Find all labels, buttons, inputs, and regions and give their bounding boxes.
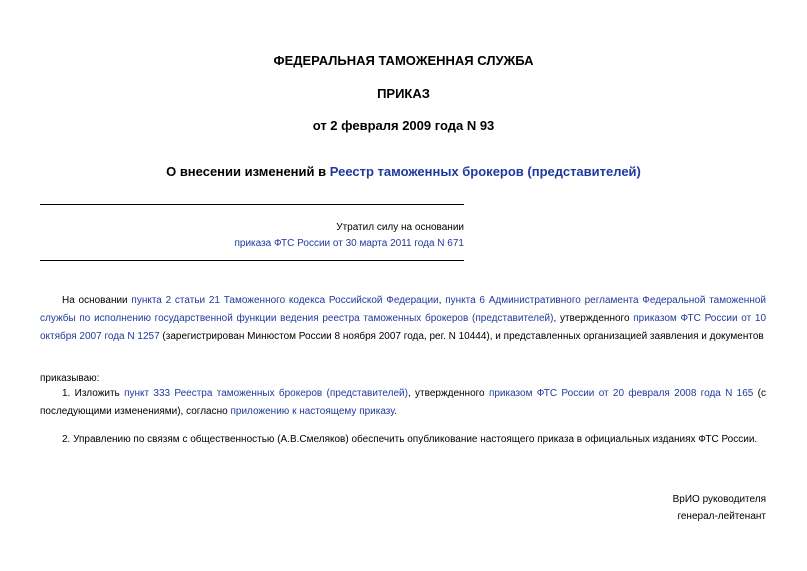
item1-text-1: 1. Изложить — [62, 388, 125, 399]
signature-rank: генерал-лейтенант — [677, 511, 766, 522]
preamble-text-4: (зарегистрирован Минюстом России 8 ноября 2007 года, рег. N 10444), и представленных организацией заявления и документов — [159, 331, 764, 342]
document-title — [0, 164, 807, 179]
item1-text-4: . — [394, 406, 398, 417]
divider-bottom — [40, 260, 464, 261]
item1-link-order-165[interactable]: приказом ФТС России от 20 февраля 2008 года N 165 — [488, 388, 754, 399]
document-date-number: от 2 февраля 2009 года N 93 — [312, 118, 495, 133]
status-note-link[interactable]: приказа ФТС России от 30 марта 2011 года N 671 — [234, 238, 464, 249]
item-2-paragraph: 2. Управлению по связям с общественностью (А.В.Смеляков) обеспечить опубликование настоящего приказа в официальных изданиях ФТС России. — [62, 434, 758, 445]
item1-text-2: , утвержденного — [407, 388, 489, 399]
preamble-link-customs-code[interactable]: пункта 2 статьи 21 Таможенного кодекса Российской Федерации — [131, 295, 439, 306]
preamble-text-2: , — [438, 295, 446, 306]
item1-link-point-333[interactable]: пункт 333 Реестра таможенных брокеров (представителей) — [124, 388, 408, 399]
document-type: ПРИКАЗ — [377, 86, 430, 101]
preamble-text-3: , утвержденного — [553, 313, 634, 324]
preamble-text-1: На основании — [62, 295, 132, 306]
agency-name: ФЕДЕРАЛЬНАЯ ТАМОЖЕННАЯ СЛУЖБА — [273, 53, 534, 68]
preamble-paragraph — [40, 292, 766, 346]
item1-link-appendix[interactable]: приложению к настоящему приказу — [230, 406, 395, 417]
item1-text-3: (с последующими изменениями), согласно — [40, 388, 767, 417]
title-registry-link[interactable]: Реестр таможенных брокеров (представителей) — [329, 164, 641, 179]
item-1-paragraph — [40, 385, 766, 421]
divider-top — [40, 204, 464, 205]
order-word: приказываю: — [40, 373, 100, 384]
title-prefix: О внесении изменений в — [166, 164, 330, 179]
preamble-link-regulation[interactable]: пункта 6 Административного регламента Федеральной таможенной службы по исполнению государственной функции ведения реестра таможенных брокеров (представителей) — [40, 295, 766, 324]
signature-position: ВрИО руководителя — [672, 494, 766, 505]
status-note-text: Утратил силу на основании — [336, 222, 464, 233]
preamble-link-order-1257[interactable]: приказом ФТС России от 10 октября 2007 года N 1257 — [40, 313, 767, 342]
